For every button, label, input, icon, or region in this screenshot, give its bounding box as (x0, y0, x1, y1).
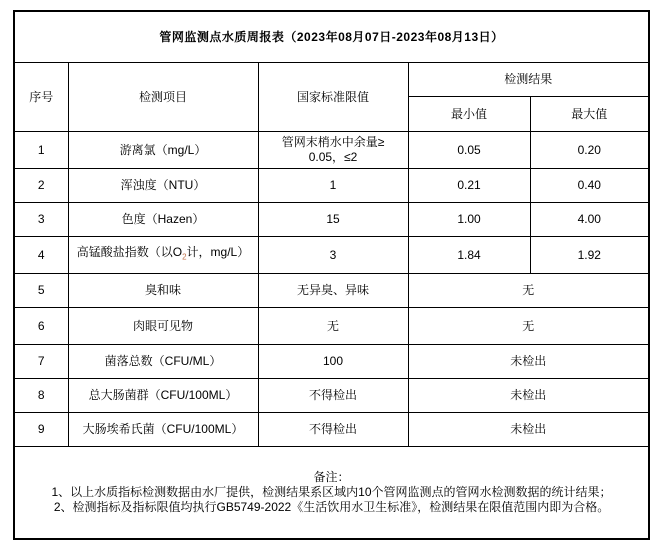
cell-min: 1.00 (408, 203, 530, 237)
cell-item: 菌落总数（CFU/ML） (68, 345, 258, 379)
item-text: 高锰酸盐指数（以O (76, 245, 183, 260)
table-row (14, 203, 649, 237)
cell-result: 无 (408, 308, 649, 345)
table-row (14, 413, 649, 447)
cell-no: 9 (14, 413, 68, 447)
table-row (14, 379, 649, 413)
cell-limit: 3 (258, 237, 408, 274)
cell-result: 未检出 (408, 413, 649, 447)
table-row (14, 345, 649, 379)
cell-limit: 100 (258, 345, 408, 379)
cell-no: 7 (14, 345, 68, 379)
cell-item: 总大肠菌群（CFU/100ML） (68, 379, 258, 413)
water-quality-table (13, 10, 650, 540)
cell-limit: 无异臭、异味 (258, 274, 408, 308)
notes (14, 447, 649, 540)
table-row (14, 237, 649, 274)
cell-item: 浑浊度（NTU） (68, 169, 258, 203)
cell-result: 无 (408, 274, 649, 308)
limit-line: 管网末梢水中余量≥ (281, 135, 385, 149)
cell-no: 1 (14, 132, 68, 169)
cell-result: 未检出 (408, 379, 649, 413)
notes-label: 备注： (313, 470, 350, 484)
col-header-result: 检测结果 (408, 63, 649, 97)
cell-item (68, 237, 258, 274)
table-row (14, 169, 649, 203)
cell-no: 3 (14, 203, 68, 237)
item-text: 计，mg/L） (186, 245, 250, 260)
cell-no: 2 (14, 169, 68, 203)
cell-limit: 15 (258, 203, 408, 237)
cell-no: 4 (14, 237, 68, 274)
cell-limit: 不得检出 (258, 413, 408, 447)
cell-min: 1.84 (408, 237, 530, 274)
cell-max: 0.40 (530, 169, 649, 203)
cell-item: 大肠埃希氏菌（CFU/100ML） (68, 413, 258, 447)
cell-limit: 1 (258, 169, 408, 203)
notes-row (14, 447, 649, 540)
note-line-2: 2、检测指标及指标限值均执行GB5749-2022《生活饮用水卫生标准》，检测结果在限值范围内即为合格。 (53, 500, 610, 514)
col-header-item: 检测项目 (68, 63, 258, 132)
cell-max: 0.20 (530, 132, 649, 169)
report-title: 管网监测点水质周报表（2023年08月07日-2023年08月13日） (14, 11, 649, 63)
cell-no: 6 (14, 308, 68, 345)
limit-line: 0.05，≤2 (308, 150, 358, 164)
header-row-top (14, 63, 649, 97)
cell-limit: 不得检出 (258, 379, 408, 413)
col-header-limit: 国家标准限值 (258, 63, 408, 132)
col-header-max: 最大值 (530, 97, 649, 132)
o2-subscript: 2 (182, 252, 187, 262)
cell-no: 8 (14, 379, 68, 413)
cell-no: 5 (14, 274, 68, 308)
note-line-1: 1、以上水质指标检测数据由水厂提供，检测结果系区域内10个管网监测点的管网水检测数据的统计结果； (51, 485, 612, 499)
cell-max: 4.00 (530, 203, 649, 237)
cell-item: 臭和味 (68, 274, 258, 308)
col-header-no: 序号 (14, 63, 68, 132)
table-row (14, 132, 649, 169)
cell-min: 0.05 (408, 132, 530, 169)
cell-item: 色度（Hazen） (68, 203, 258, 237)
cell-max: 1.92 (530, 237, 649, 274)
title-row (14, 11, 649, 63)
cell-result: 未检出 (408, 345, 649, 379)
cell-item: 游离氯（mg/L） (68, 132, 258, 169)
cell-limit (258, 132, 408, 169)
cell-limit: 无 (258, 308, 408, 345)
col-header-min: 最小值 (408, 97, 530, 132)
table-row (14, 308, 649, 345)
cell-min: 0.21 (408, 169, 530, 203)
cell-item: 肉眼可见物 (68, 308, 258, 345)
table-row (14, 274, 649, 308)
